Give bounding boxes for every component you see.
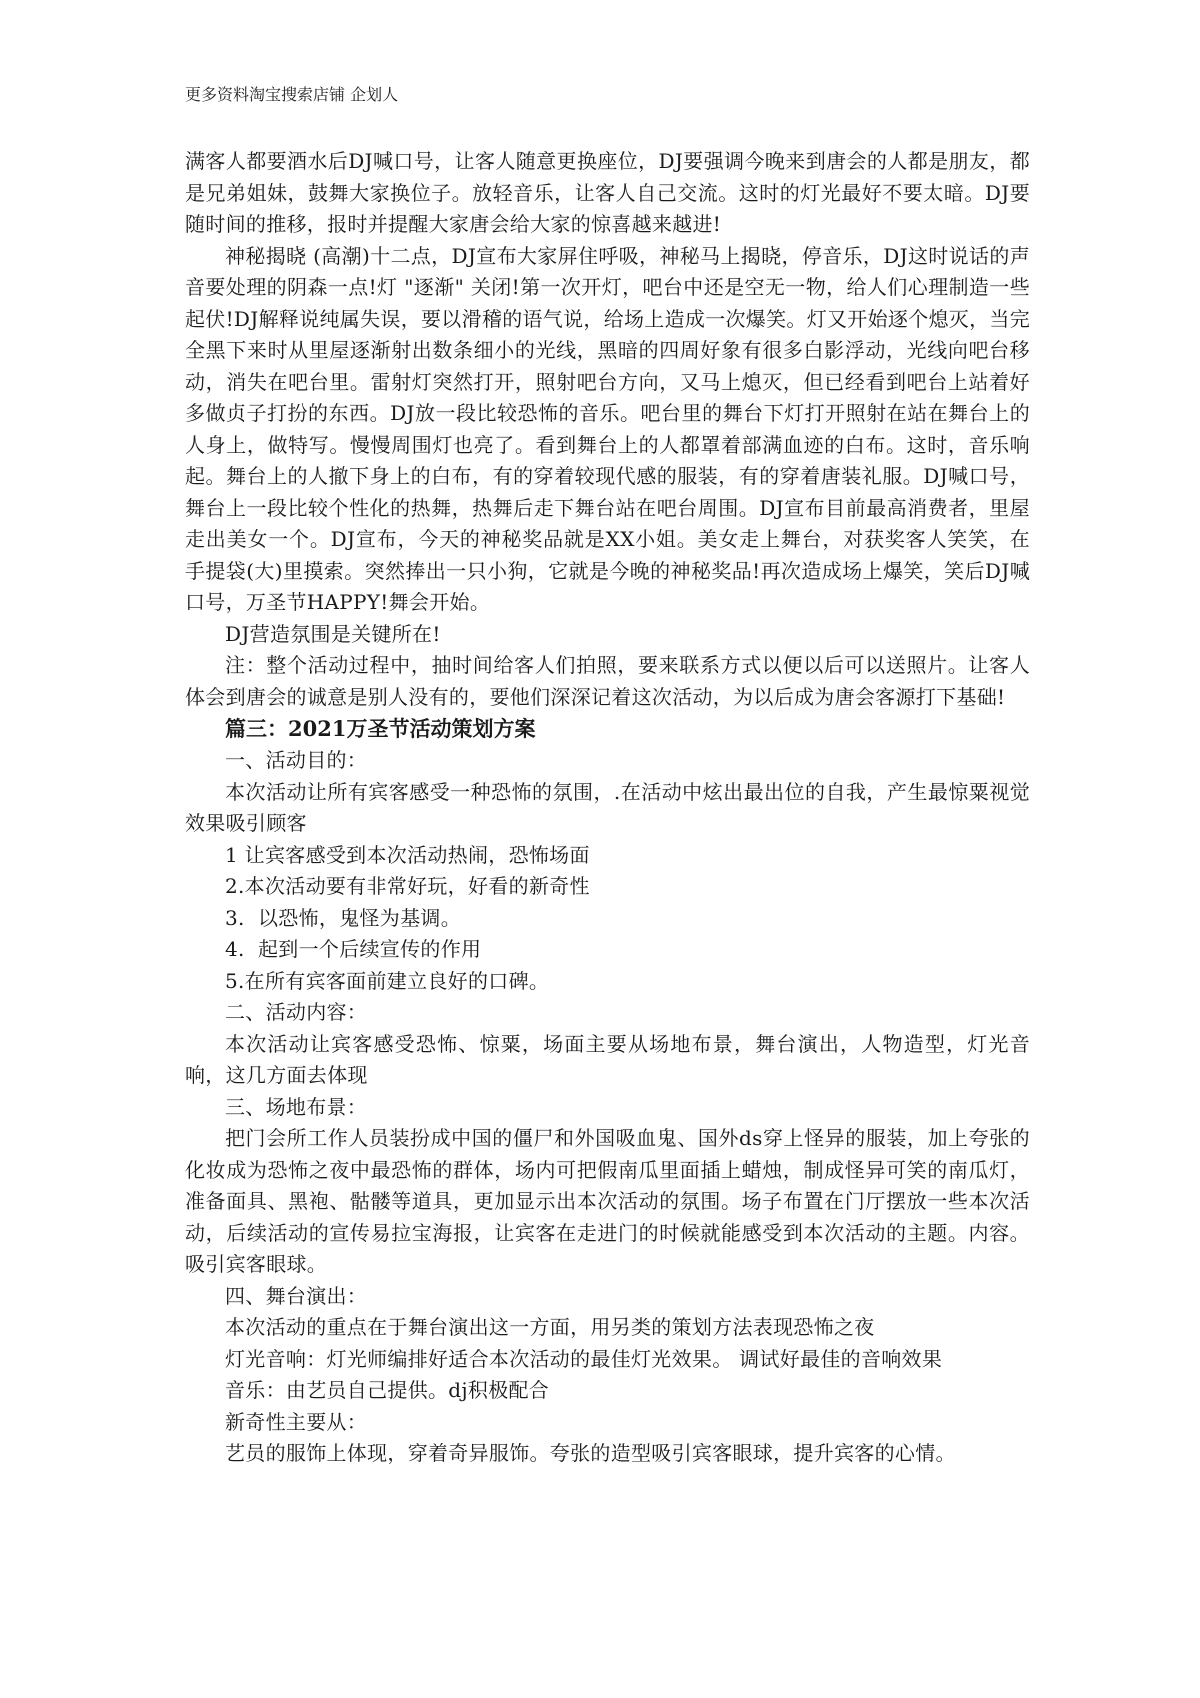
body-paragraph: 注：整个活动过程中，抽时间给客人们拍照，要来联系方式以便以后可以送照片。让客人体会到唐会的诚意是别人没有的，要他们深深记着这次活动，为以后成为唐会客源打下基础! xyxy=(185,653,1030,709)
document-body xyxy=(185,146,1030,1470)
section-title: 篇三：2021万圣节活动策划方案 xyxy=(225,716,536,741)
body-paragraph: 本次活动让所有宾客感受一种恐怖的氛围，.在活动中炫出最出位的自我，产生最惊粟视觉效果吸引顾客 xyxy=(185,779,1030,835)
body-paragraph: 灯光音响：灯光师编排好适合本次活动的最佳灯光效果。 调试好最佳的音响效果 xyxy=(225,1346,943,1371)
body-paragraph: 把门会所工作人员装扮成中国的僵尸和外国吸血鬼、国外ds穿上怪异的服装，加上夸张的化妆成为恐怖之夜中最恐怖的群体，场内可把假南瓜里面插上蜡烛，制成怪异可笑的南瓜灯，准备面具、黑袍、骷髅等道具，更加显示出本次活动的氛围。场子布置在门厅摆放一些本次活动，后续活动的宣传易拉宝海报，让宾客在走进门的时候就能感受到本次活动的主题。内容。吸引宾客眼球。 xyxy=(185,1126,1030,1276)
section-heading: 三、场地布景： xyxy=(225,1094,368,1119)
section-heading: 四、舞台演出： xyxy=(225,1283,368,1308)
body-paragraph: 新奇性主要从： xyxy=(225,1409,368,1434)
section-heading: 一、活动目的： xyxy=(225,748,368,772)
list-item: 3. 以恐怖，鬼怪为基调。 xyxy=(225,905,461,930)
body-paragraph: 神秘揭晓 (高潮)十二点，DJ宣布大家屏住呼吸，神秘马上揭晓，停音乐，DJ这时说话的声音要处理的阴森一点!灯 "逐渐" 关闭!第一次开灯，吧台中还是空无一物，给人们心理制造一些起伏!DJ解释说纯属失误，要以滑稽的语气说，给场上造成一次爆笑。灯又开始逐个熄灭，当完全黑下来时从里屋逐渐射出数条细小的光线，黑暗的四周好象有很多白影浮动，光线向吧台移动，消失在吧台里。雷射灯突然打开，照射吧台方向，又马上熄灭，但已经看到吧台上站着好多做贞子打扮的东西。DJ放一段比较恐怖的音乐。吧台里的舞台下灯打开照射在站在舞台上的人身上，做特写。慢慢周围灯也亮了。看到舞台上的人都罩着部满血迹的白布。这时，音乐响起。舞台上的人撤下身上的白布，有的穿着较现代感的服装，有的穿着唐装礼服。DJ喊口号，舞台上一段比较个性化的热舞，热舞后走下舞台站在吧台周围。DJ宣布目前最高消费者，里屋走出美女一个。DJ宣布，今天的神秘奖品就是XX小姐。美女走上舞台，对获奖客人笑笑，在手提袋(大)里摸索。突然捧出一只小狗，它就是今晚的神秘奖品!再次造成场上爆笑，笑后DJ喊口号，万圣节HAPPY!舞会开始。 xyxy=(185,243,1030,614)
list-item: 5.在所有宾客面前建立良好的口碑。 xyxy=(225,968,550,993)
body-paragraph: 本次活动的重点在于舞台演出这一方面，用另类的策划方法表现恐怖之夜 xyxy=(225,1315,875,1339)
header-note: 更多资料淘宝搜索店铺 企划人 xyxy=(185,85,399,104)
list-item: 4. 起到一个后续宣传的作用 xyxy=(225,937,482,961)
body-paragraph: 音乐：由艺员自己提供。dj积极配合 xyxy=(225,1378,550,1402)
section-heading: 二、活动内容： xyxy=(225,1000,368,1024)
body-paragraph: 满客人都要酒水后DJ喊口号，让客人随意更换座位，DJ要强调今晚来到唐会的人都是朋友，都是兄弟姐妹，鼓舞大家换位子。放轻音乐，让客人自己交流。这时的灯光最好不要太暗。DJ要随时间的推移，报时并提醒大家唐会给大家的惊喜越来越进! xyxy=(185,149,1030,236)
body-paragraph: 艺员的服饰上体现，穿着奇异服饰。夸张的造型吸引宾客眼球，提升宾客的心情。 xyxy=(225,1441,956,1465)
list-item: 2.本次活动要有非常好玩，好看的新奇性 xyxy=(225,874,590,898)
body-paragraph: 本次活动让宾客感受恐怖、惊粟，场面主要从场地布景，舞台演出，人物造型，灯光音响，这几方面去体现 xyxy=(185,1031,1030,1087)
list-item: 1 让宾客感受到本次活动热闹，恐怖场面 xyxy=(225,842,590,867)
body-paragraph: DJ营造氛围是关键所在! xyxy=(225,621,441,646)
